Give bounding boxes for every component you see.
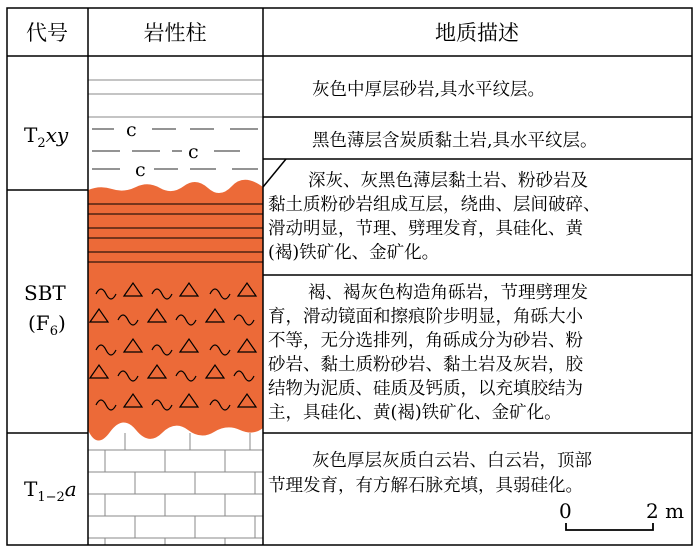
description-line: 黏土质粉砂岩组成互层，绕曲、层间破碎、 — [268, 195, 601, 215]
t2xy-sub: 2 — [37, 136, 46, 151]
carbon-symbol: c — [126, 119, 137, 141]
description-line: (褐)铁矿化、金矿化。 — [268, 243, 440, 263]
description-line: 褐、褐灰色构造角砾岩，节理劈理发 — [308, 283, 588, 303]
sbt-sub: 6 — [49, 324, 58, 339]
header-code: 代号 — [26, 21, 68, 45]
interbedded-claystone-layer — [88, 180, 263, 275]
t12a-sub: 1−2 — [37, 490, 65, 505]
header-column: 岩性柱 — [143, 21, 207, 45]
breccia-layer — [88, 275, 263, 441]
description-line: 节理发育，有方解石脉充填，具弱硅化。 — [268, 476, 583, 496]
description-line: 黑色薄层含炭质黏土岩,具水平纹层。 — [312, 131, 598, 151]
carbon-symbol: c — [188, 141, 199, 163]
svg-text:T1−2a — [24, 477, 77, 505]
description-line: 育，滑动镜面和擦痕阶步明显，角砾大小 — [268, 307, 583, 327]
dolomite-layer — [88, 433, 263, 545]
description-carbonaceous — [312, 131, 598, 151]
description-sandstone — [312, 80, 545, 100]
carbonaceous-claystone-layer — [92, 129, 258, 169]
description-breccia — [268, 283, 588, 423]
description-line: 结物为泥质、硅质及钙质，以充填胶结为 — [268, 379, 583, 399]
t12a-base: T — [24, 477, 38, 501]
unit-code-sbt — [24, 281, 66, 339]
description-line: 深灰、灰黑色薄层黏土岩、粉砂岩及 — [308, 171, 588, 191]
description-dolomite — [268, 451, 592, 496]
unit-code-t12a — [24, 477, 77, 505]
svg-text:(F6) — [28, 311, 66, 339]
unit-code-t2xy — [24, 123, 69, 151]
lithology-column — [88, 80, 263, 545]
carbon-symbol: c — [135, 159, 146, 181]
t12a-suffix: a — [64, 477, 77, 501]
description-line: 主，具硅化、黄(褐)铁矿化、金矿化。 — [268, 403, 562, 423]
description-line: 滑动明显，节理、劈理发育，具硅化、黄 — [268, 219, 583, 239]
t2xy-suffix: xy — [45, 123, 69, 147]
sbt-paren-close: ) — [57, 311, 66, 335]
description-line: 灰色厚层灰质白云岩、白云岩，顶部 — [312, 451, 592, 471]
description-line: 灰色中厚层砂岩,具水平纹层。 — [312, 80, 546, 100]
scale-bar-end: 2 m — [646, 499, 685, 523]
carbonaceous-symbols — [126, 119, 199, 181]
scale-bar — [559, 499, 684, 530]
t2xy-base: T — [24, 123, 38, 147]
svg-text:T2xy — [24, 123, 69, 151]
description-line: 砂岩、黏土质粉砂岩、黏土岩及灰岩，胶 — [268, 355, 583, 375]
description-interbedded — [268, 171, 601, 263]
description-line: 不等，无分选排列，角砾成分为砂岩、粉 — [268, 331, 583, 351]
header-description: 地质描述 — [435, 21, 519, 45]
sbt-paren-open: (F — [28, 311, 50, 335]
sbt-label: SBT — [24, 281, 66, 305]
sandstone-layer — [88, 80, 263, 117]
scale-bar-start: 0 — [559, 499, 572, 523]
table-header — [26, 21, 519, 45]
